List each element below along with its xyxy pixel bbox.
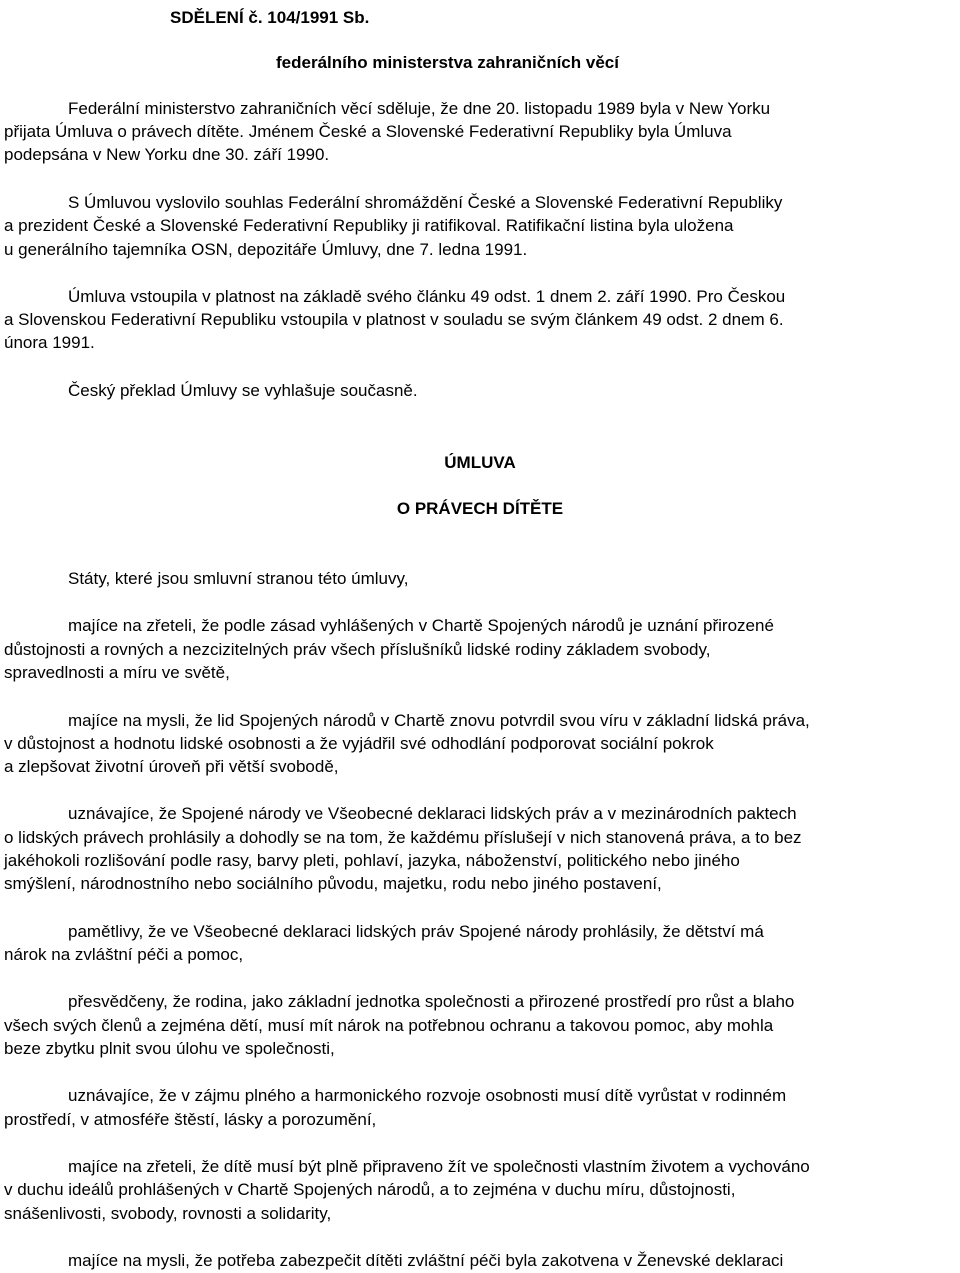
intro-p1-line-3: podepsána v New Yorku dne 30. září 1990.: [4, 145, 330, 164]
convention-heading: ÚMLUVA: [444, 453, 516, 472]
clause-1-line-3: spravedlnosti a míru ve světě,: [4, 663, 230, 682]
clause-8-line-1: majíce na mysli, že potřeba zabezpečit dítěti zvláštní péči byla zakotvena v Ženevské deklaraci: [68, 1251, 784, 1270]
preamble-intro: Státy, které jsou smluvní stranou této úmluvy,: [68, 569, 409, 588]
intro-p2-line-1: S Úmluvou vyslovilo souhlas Federální shromáždění České a Slovenské Federativní Republiky: [68, 193, 783, 212]
clause-3-line-2: o lidských právech prohlásily a dohodly se na tom, že každému příslušejí v nich stanovená práva, a to bez: [4, 828, 802, 847]
clause-6-line-1: uznávajíce, že v zájmu plného a harmonického rozvoje osobnosti musí dítě vyrůstat v rodinném: [68, 1086, 787, 1105]
document-subtitle: federálního ministerstva zahraničních věcí: [276, 53, 619, 72]
intro-p1-line-1: Federální ministerstvo zahraničních věcí sděluje, že dne 20. listopadu 1989 byla v New Yorku: [68, 99, 771, 118]
clause-4-line-2: nárok na zvláštní péči a pomoc,: [4, 945, 244, 964]
convention-subheading: O PRÁVECH DÍTĚTE: [396, 499, 564, 518]
clause-4-line-1: pamětlivy, že ve Všeobecné deklaraci lidských práv Spojené národy prohlásily, že dětství má: [68, 922, 764, 941]
clause-5-line-3: beze zbytku plnit svou úlohu ve společnosti,: [4, 1039, 335, 1058]
clause-1-line-1: majíce na zřeteli, že podle zásad vyhlášených v Chartě Spojených národů je uznání přirozené: [68, 616, 774, 635]
clause-3-line-3: jakéhokoli rozlišování podle rasy, barvy pleti, pohlaví, jazyka, náboženství, politického nebo jiného: [4, 851, 740, 870]
intro-p3-line-2: a Slovenskou Federativní Republiku vstoupila v platnost v souladu se svým článkem 49 odst. 2 dnem 6.: [4, 310, 784, 329]
clause-1-line-2: důstojnosti a rovných a nezcizitelných práv všech příslušníků lidské rodiny základem svobody,: [4, 640, 711, 659]
clause-2-line-2: v důstojnost a hodnotu lidské osobnosti a že vyjádřil své odhodlání podporovat sociální pokrok: [4, 734, 714, 753]
intro-p4-line-1: Český překlad Úmluvy se vyhlašuje současně.: [68, 381, 418, 400]
clause-7-line-2: v duchu ideálů prohlášených v Chartě Spojených národů, a to zejména v duchu míru, důstojnosti,: [4, 1180, 736, 1199]
clause-3-line-4: smýšlení, národnostního nebo sociálního původu, majetku, rodu nebo jiného postavení,: [4, 874, 662, 893]
intro-p2-line-3: u generálního tajemníka OSN, depozitáře Úmluvy, dne 7. ledna 1991.: [4, 240, 528, 259]
document-title: SDĚLENÍ č. 104/1991 Sb.: [170, 8, 370, 27]
clause-7-line-1: majíce na zřeteli, že dítě musí být plně připraveno žít ve společnosti vlastním životem a vychováno: [68, 1157, 810, 1176]
clause-6-line-2: prostředí, v atmosféře štěstí, lásky a porozumění,: [4, 1110, 377, 1129]
clause-2-line-3: a zlepšovat životní úroveň při větší svobodě,: [4, 757, 339, 776]
intro-p1-line-2: přijata Úmluva o právech dítěte. Jménem České a Slovenské Federativní Republiky byla Úmluva: [4, 122, 732, 141]
intro-p2-line-2: a prezident České a Slovenské Federativní Republiky ji ratifikoval. Ratifikační listina byla uložena: [4, 216, 734, 235]
clause-2-line-1: majíce na mysli, že lid Spojených národů v Chartě znovu potvrdil svou víru v základní lidská práva,: [68, 711, 810, 730]
clause-5-line-1: přesvědčeny, že rodina, jako základní jednotka společnosti a přirozené prostředí pro růst a blaho: [68, 992, 795, 1011]
intro-p3-line-3: února 1991.: [4, 333, 95, 352]
clause-5-line-2: všech svých členů a zejména dětí, musí mít nárok na potřebnou ochranu a takovou pomoc, aby mohla: [4, 1016, 774, 1035]
clause-7-line-3: snášenlivosti, svobody, rovnosti a solidarity,: [4, 1204, 332, 1223]
intro-p3-line-1: Úmluva vstoupila v platnost na základě svého článku 49 odst. 1 dnem 2. září 1990. Pro Českou: [68, 287, 786, 306]
clause-3-line-1: uznávajíce, že Spojené národy ve Všeobecné deklaraci lidských práv a v mezinárodních paktech: [68, 804, 797, 823]
